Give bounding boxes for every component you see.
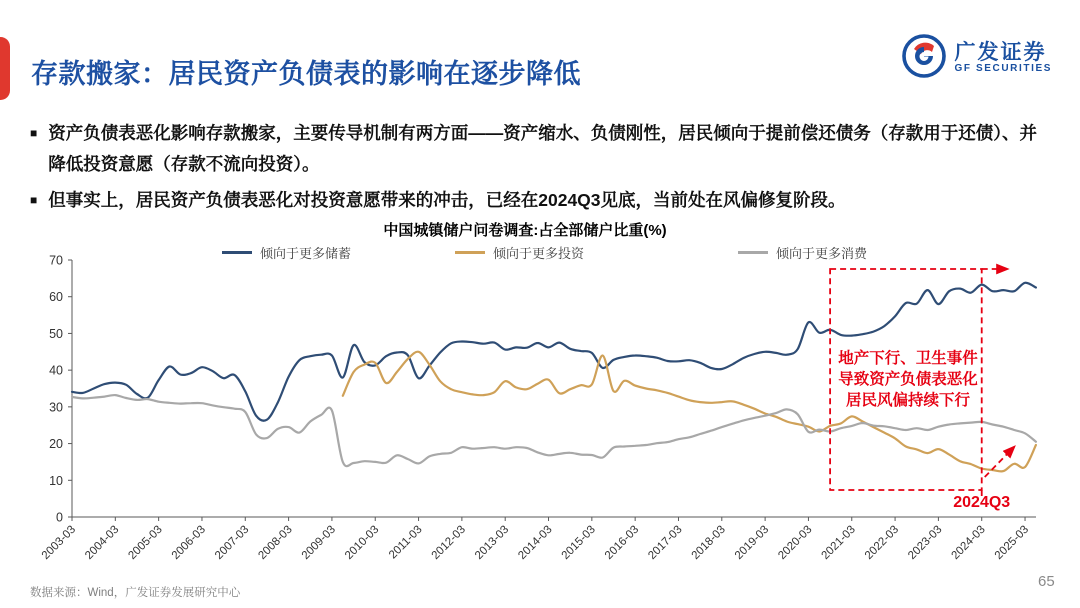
x-tick-label: 2006-03	[169, 523, 209, 562]
x-tick-label: 2004-03	[83, 523, 122, 562]
x-tick-label: 2008-03	[256, 523, 295, 562]
y-tick-label: 10	[49, 473, 63, 488]
x-tick-label: 2018-03	[689, 523, 728, 562]
y-tick-label: 20	[49, 437, 63, 452]
x-tick-label: 2014-03	[516, 523, 555, 562]
x-tick-label: 2013-03	[472, 523, 512, 562]
annotation-arrow-rebound	[985, 447, 1014, 477]
x-tick-label: 2022-03	[862, 523, 902, 562]
y-tick-label: 30	[49, 400, 63, 415]
x-tick-label: 2020-03	[776, 523, 815, 562]
legend-label-saving: 倾向于更多储蓄	[260, 246, 352, 261]
chart-title: 中国城镇储户问卷调查:占全部储户比重(%)	[383, 222, 667, 239]
x-tick-label: 2007-03	[213, 523, 252, 562]
x-tick-label: 2019-03	[732, 523, 772, 562]
bullet-square-icon: ■	[30, 126, 38, 140]
annotation-label-2024q3: 2024Q3	[953, 494, 1011, 511]
logo-name-cn: 广发证券	[954, 41, 1047, 65]
x-tick-label: 2005-03	[126, 523, 165, 562]
y-tick-label: 70	[49, 253, 63, 268]
x-tick-label: 2023-03	[906, 523, 945, 562]
page-number: 65	[1038, 573, 1055, 590]
y-tick-label: 60	[49, 290, 63, 305]
legend-label-investing: 倾向于更多投资	[493, 246, 585, 261]
bullet-text-1: 资产负债表恶化影响存款搬家，主要传导机制有两方面——资产缩水、负债刚性，居民倾向于提前偿还债务（存款用于还债）、并降低投资意愿（存款不流向投资）。	[48, 123, 1037, 174]
x-tick-label: 2011-03	[386, 523, 425, 562]
x-tick-label: 2016-03	[602, 523, 642, 562]
y-tick-label: 0	[56, 510, 63, 525]
x-tick-label: 2010-03	[343, 523, 382, 562]
x-tick-label: 2015-03	[559, 523, 598, 562]
bullet-text-2: 但事实上，居民资产负债表恶化对投资意愿带来的冲击，已经在2024Q3见底，当前处在风偏修复阶段。	[48, 190, 846, 210]
legend-label-consuming: 倾向于更多消费	[776, 246, 868, 261]
y-tick-label: 50	[49, 326, 63, 341]
x-tick-label: 2024-03	[949, 523, 988, 562]
x-tick-label: 2003-03	[39, 523, 79, 562]
annotation	[830, 269, 1014, 511]
x-tick-label: 2025-03	[992, 523, 1032, 562]
y-tick-label: 40	[49, 363, 63, 378]
data-source-note: 数据来源：Wind，广发证券发展研究中心	[30, 587, 241, 599]
x-tick-label: 2021-03	[819, 523, 858, 562]
annotation-text-line: 导致资产负债表恶化	[838, 371, 978, 388]
annotation-text-line: 地产下行、卫生事件	[838, 350, 978, 367]
page-title: 存款搬家：居民资产负债表的影响在逐步降低	[31, 59, 581, 89]
logo-name-en: GF SECURITIES	[954, 63, 1052, 75]
annotation-text-line: 居民风偏持续下行	[845, 392, 971, 409]
bullet-square-icon: ■	[30, 193, 38, 207]
x-tick-label: 2009-03	[299, 523, 339, 562]
x-tick-label: 2012-03	[429, 523, 469, 562]
x-tick-label: 2017-03	[646, 523, 685, 562]
